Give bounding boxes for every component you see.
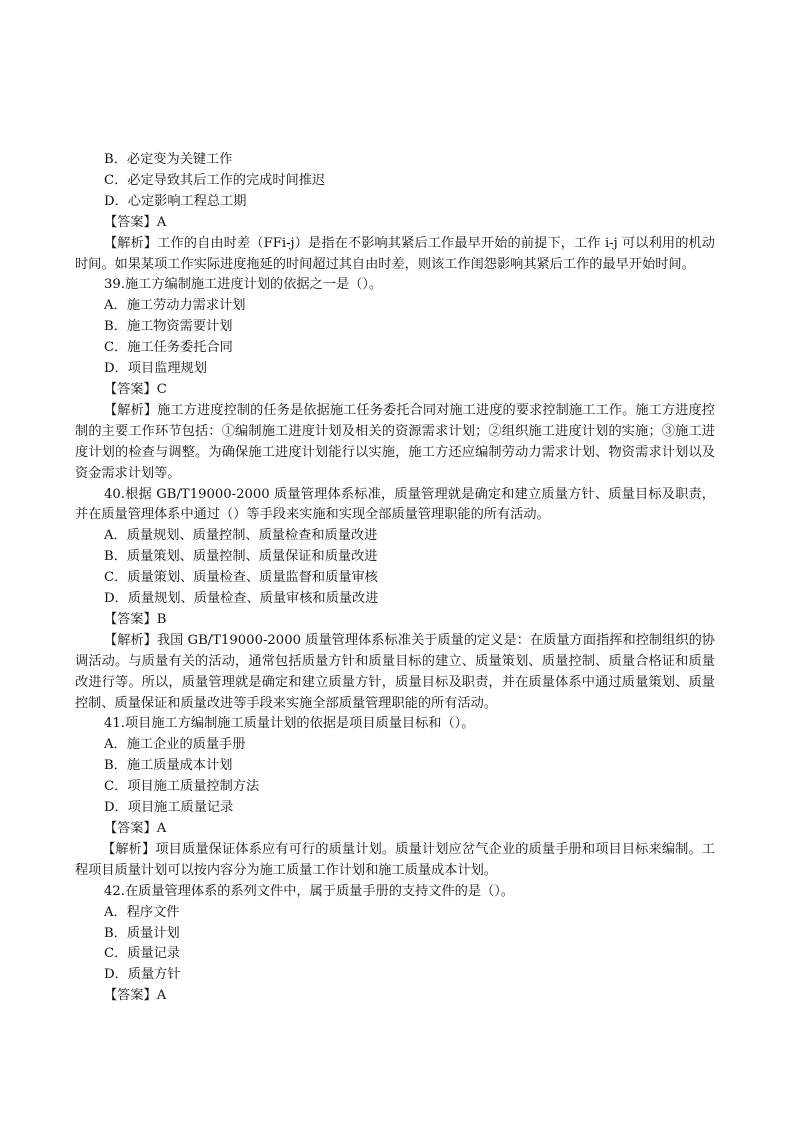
question-line: 39.施工方编制施工进度计划的依据之一是（）。 [104,277,383,293]
document-page [75,150,715,1007]
option-line: A．施工劳动力需求计划 [104,298,246,314]
explanation-paragraph: 【解析】工作的自由时差（FFi-j）是指在不影响其紧后工作最早开始的前提下，工作 i-j 可以利用的机动时间。如果某项工作实际进度拖延的时间超过其自由时差，则该工作闺怨影响其紧后工作的最早开始时间。 [75,235,715,272]
option-line: C．项目施工质量控制方法 [104,779,260,795]
option-line: D．质量规划、质量检查、质量审核和质量改进 [104,591,379,607]
option-line: D．项目监理规划 [104,361,207,377]
option-line: A．施工企业的质量手册 [104,737,246,753]
answer-line: 【答案】A [104,821,167,836]
option-line: B．质量计划 [104,925,180,941]
explanation-paragraph: 【解析】施工方进度控制的任务是依据施工任务委托合同对施工进度的要求控制施工工作。施工方进度控制的主要工作环节包括：①编制施工进度计划及相关的资源需求计划；②组织施工进度计划的实施；③施工进度计划的检查与调整。为确保施工进度计划能行以实施，施工方还应编制劳动力需求计划、物资需求计划以及资金需求计划等。 [75,402,715,481]
answer-line: 【答案】A [104,214,167,230]
option-line: B．必定变为关键工作 [104,152,233,167]
option-line: B．施工物资需要计划 [104,319,233,335]
option-line: B．质量策划、质量控制、质量保证和质量改进 [104,549,378,565]
question-line: 42.在质量管理体系的系列文件中，属于质量手册的支持文件的是（）。 [104,883,514,899]
option-line: C．必定导致其后工作的完成时间推迟 [104,172,326,188]
option-line: A．质量规划、质量控制、质量检查和质量改进 [104,528,378,544]
option-line: B．施工质量成本计划 [104,758,233,774]
answer-line: 【答案】A [104,988,167,1004]
answer-line: 【答案】C [104,381,167,397]
answer-line: 【答案】B [104,611,167,627]
option-line: D．质量方针 [104,967,181,983]
option-line: A．程序文件 [104,904,180,920]
option-line: C．质量策划、质量检查、质量监督和质量审核 [104,570,378,586]
option-line: C．施工任务委托合同 [104,340,233,356]
question-line: 41.项目施工方编制施工质量计划的依据是项目质量目标和（）。 [104,716,475,732]
question-paragraph: 40.根据 GB/T19000-2000 质量管理体系标准，质量管理就是确定和建立质量方针、质量目标及职责，并在质量管理体系中通过（）等手段来实施和实现全部质量管理职能的所有活动。 [75,486,715,523]
explanation-paragraph: 【解析】我国 GB/T19000-2000 质量管理体系标准关于质量的定义是：在质量方面指挥和控制组织的协调活动。与质量有关的活动，通常包括质量方针和质量目标的建立、质量策划、质量控制、质量合格证和质量改进行等。所以，质量管理就是确定和建立质量方针，质量目标及职责，并在质量体系中通过质量策划、质量控制、质量保证和质量改进等手段来实施全部质量管理职能的所有活动。 [75,632,715,711]
option-line: D．项目施工质量记录 [104,800,234,816]
option-line: C．质量记录 [104,946,181,962]
explanation-paragraph: 【解析】项目质量保证体系应有可行的质量计划。质量计划应岔气企业的质量手册和项目目标来编制。工程项目质量计划可以按内容分为施工质量工作计划和施工质量成本计划。 [75,841,715,878]
option-line: D．心定影响工程总工期 [104,193,247,209]
